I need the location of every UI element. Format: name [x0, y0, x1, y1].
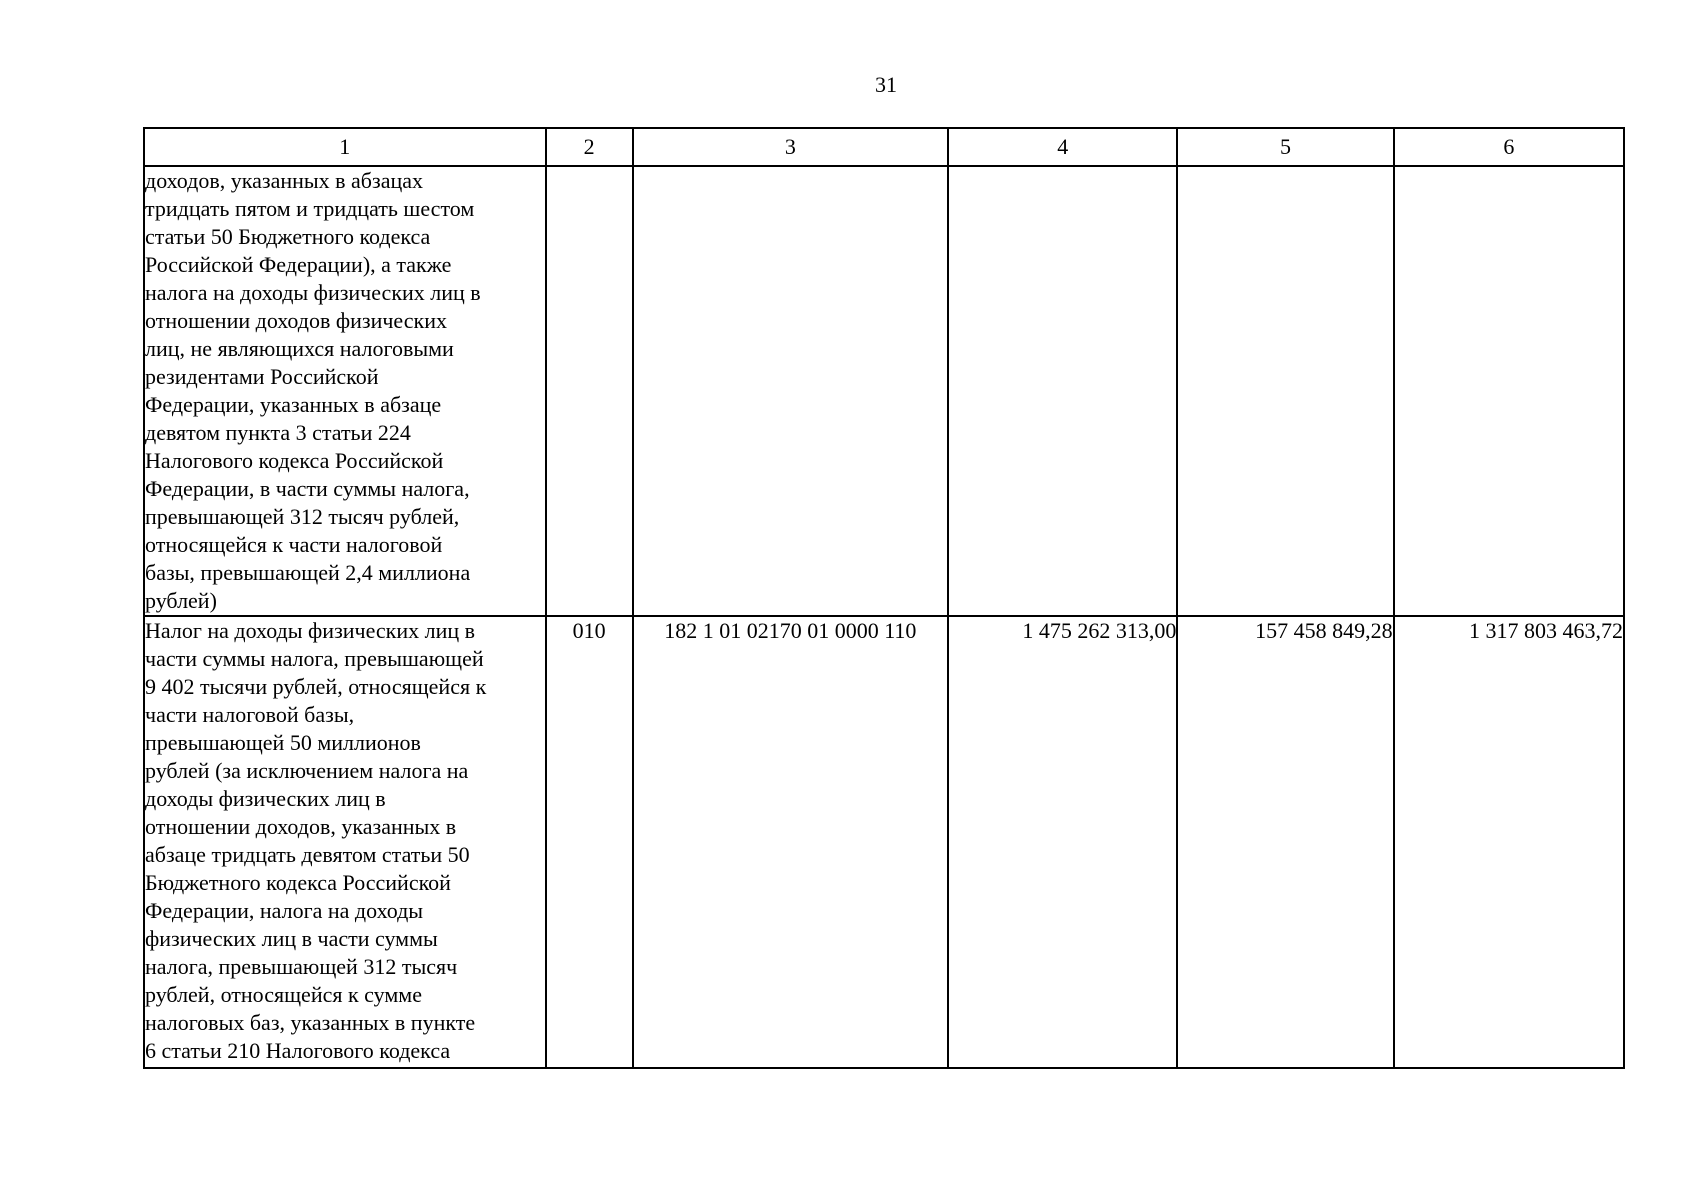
row-kbk [633, 166, 948, 616]
row-value-col6: 1 317 803 463,72 [1394, 616, 1624, 1068]
page-number: 31 [875, 72, 897, 97]
row-value-col5: 157 458 849,28 [1177, 616, 1393, 1068]
table-row [144, 616, 1624, 1068]
row-kbk: 182 1 01 02170 01 0000 110 [633, 616, 948, 1068]
column-header-1: 1 [144, 128, 546, 166]
row-code [546, 166, 633, 616]
row-value-col6 [1394, 166, 1624, 616]
column-header-5: 5 [1177, 128, 1393, 166]
column-header-2: 2 [546, 128, 633, 166]
column-header-4: 4 [948, 128, 1177, 166]
column-header-6: 6 [1394, 128, 1624, 166]
row-value-col5 [1177, 166, 1393, 616]
row-description: доходов, указанных в абзацах тридцать пятом и тридцать шестом статьи 50 Бюджетного кодекса Российской Федерации), а также налога на доходы физических лиц в отношении доходов физических лиц, не являющихся налоговыми резидентами Российской Федерации, указанных в абзаце девятом пункта 3 статьи 224 Налогового кодекса Российской Федерации, в части суммы налога, превышающей 312 тысяч рублей, относящейся к части налоговой базы, превышающей 2,4 миллиона рублей) [144, 166, 546, 616]
row-value-col4: 1 475 262 313,00 [948, 616, 1177, 1068]
row-code: 010 [546, 616, 633, 1068]
table-row [144, 166, 1624, 616]
table-header-row [144, 128, 1624, 166]
column-header-3: 3 [633, 128, 948, 166]
row-value-col4 [948, 166, 1177, 616]
budget-table [143, 127, 1625, 1069]
row-description: Налог на доходы физических лиц в части суммы налога, превышающей 9 402 тысячи рублей, относящейся к части налоговой базы, превышающей 50 миллионов рублей (за исключением налога на доходы физических лиц в отношении доходов, указанных в абзаце тридцать девятом статьи 50 Бюджетного кодекса Российской Федерации, налога на доходы физических лиц в части суммы налога, превышающей 312 тысяч рублей, относящейся к сумме налоговых баз, указанных в пункте 6 статьи 210 Налогового кодекса [144, 616, 546, 1068]
